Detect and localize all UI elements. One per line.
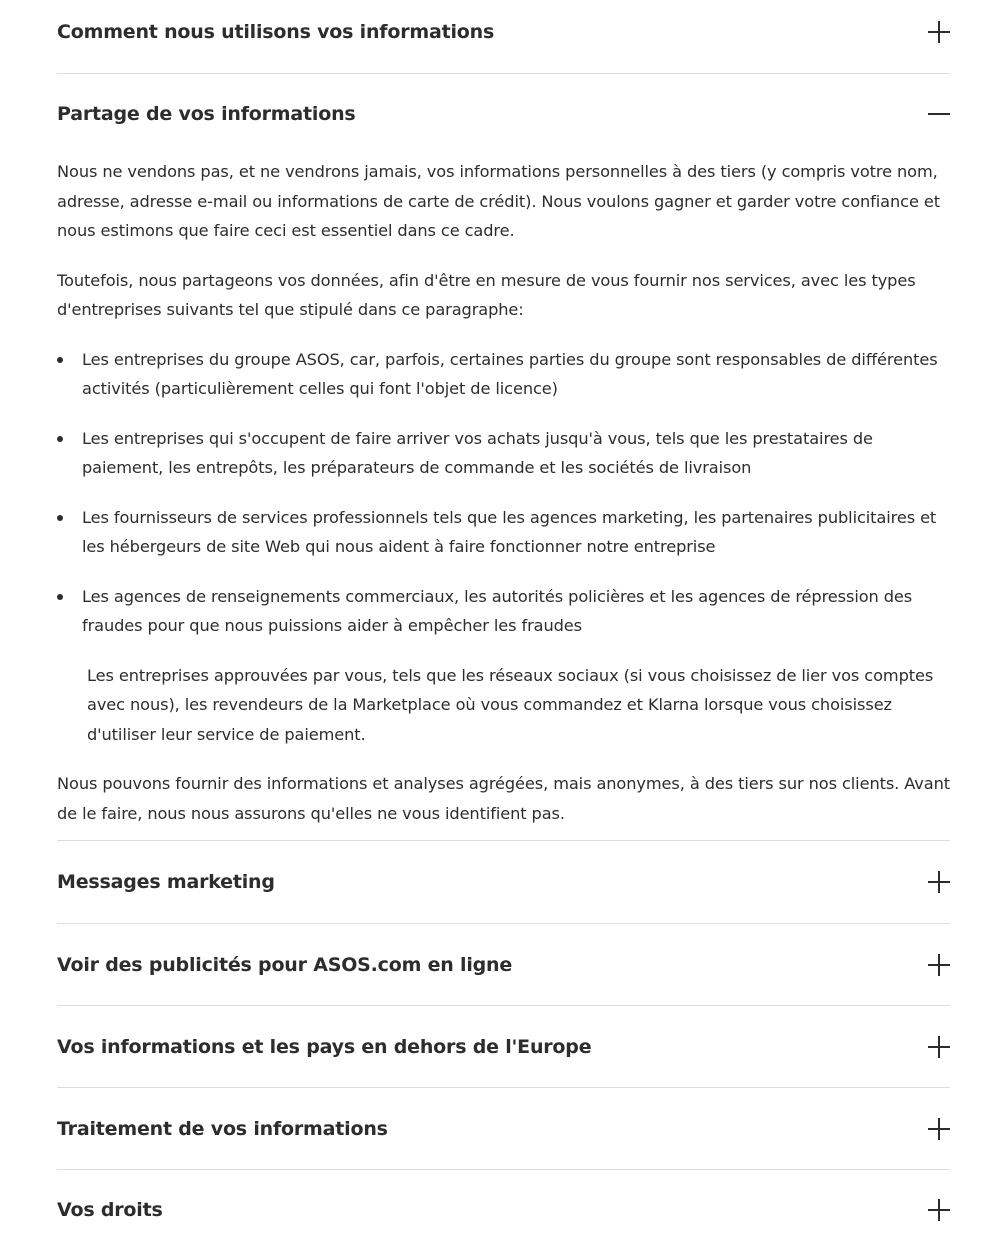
list-item bbox=[57, 503, 950, 562]
plus-icon[interactable] bbox=[928, 1118, 950, 1140]
accordion-title: Traitement de vos informations bbox=[57, 1117, 388, 1140]
list-item bbox=[57, 582, 950, 641]
accordion-header-sharing[interactable] bbox=[57, 74, 950, 154]
accordion-header-outside-europe[interactable] bbox=[57, 1006, 950, 1087]
recipients-list bbox=[57, 345, 950, 641]
accordion-header-ads[interactable] bbox=[57, 924, 950, 1005]
plus-icon[interactable] bbox=[928, 954, 950, 976]
accordion-body-sharing bbox=[57, 154, 950, 828]
accordion-header-rights[interactable] bbox=[57, 1170, 950, 1250]
accordion-header-marketing[interactable] bbox=[57, 841, 950, 923]
plus-icon[interactable] bbox=[928, 21, 950, 43]
accordion-title: Voir des publicités pour ASOS.com en ligne bbox=[57, 953, 513, 976]
plus-icon[interactable] bbox=[928, 871, 950, 893]
list-item bbox=[57, 424, 950, 483]
plus-icon[interactable] bbox=[928, 1036, 950, 1058]
bullet-icon bbox=[57, 515, 63, 521]
accordion-item-processing bbox=[57, 1088, 950, 1170]
list-item-text: Les entreprises du groupe ASOS, car, parfois, certaines parties du groupe sont responsables de différentes activités (particulièrement celles qui font l'objet de licence) bbox=[82, 349, 938, 398]
accordion-item-ads bbox=[57, 924, 950, 1006]
accordion-title: Vos informations et les pays en dehors de l'Europe bbox=[57, 1035, 592, 1058]
body-paragraph: Nous ne vendons pas, et ne vendrons jamais, vos informations personnelles à des tiers (y compris votre nom, adresse, adresse e-mail ou informations de carte de crédit). Nous voulons gagner et garder votre confiance et nous estimons que faire ceci est essentiel dans ce cadre. bbox=[57, 162, 940, 240]
list-item-text: Les fournisseurs de services professionnels tels que les agences marketing, les partenaires publicitaires et les hébergeurs de site Web qui nous aident à faire fonctionner notre entreprise bbox=[82, 507, 937, 556]
body-paragraph: Toutefois, nous partageons vos données, afin d'être en mesure de vous fournir nos services, avec les types d'entreprises suivants tel que stipulé dans ce paragraphe: bbox=[57, 270, 916, 319]
accordion-header-processing[interactable] bbox=[57, 1088, 950, 1169]
accordion-item-rights bbox=[57, 1170, 950, 1250]
accordion-title: Messages marketing bbox=[57, 871, 275, 893]
plus-icon[interactable] bbox=[928, 1199, 950, 1221]
accordion-item-outside-europe bbox=[57, 1006, 950, 1088]
accordion-header-usage[interactable] bbox=[57, 0, 950, 64]
bullet-icon bbox=[57, 357, 63, 363]
accordion-title: Comment nous utilisons vos informations bbox=[57, 21, 495, 43]
closing-paragraph: Nous pouvons fournir des informations et analyses agrégées, mais anonymes, à des tiers sur nos clients. Avant de le faire, nous nous assurons qu'elles ne vous identifient pas. bbox=[57, 774, 950, 823]
minus-icon[interactable] bbox=[928, 103, 950, 125]
accordion-title: Partage de vos informations bbox=[57, 103, 356, 125]
accordion-item-usage bbox=[57, 0, 950, 74]
accordion-title: Vos droits bbox=[57, 1199, 163, 1221]
list-item-text: Les entreprises qui s'occupent de faire arriver vos achats jusqu'à vous, tels que les prestataires de paiement, les entrepôts, les préparateurs de commande et les sociétés de livraison bbox=[82, 428, 873, 477]
bullet-icon bbox=[57, 436, 63, 442]
indented-paragraph: Les entreprises approuvées par vous, tels que les réseaux sociaux (si vous choisissez de lier vos comptes avec nous), les revendeurs de la Marketplace où vous commandez et Klarna lorsque vous choisissez d'utiliser leur service de paiement. bbox=[87, 665, 934, 744]
list-item-text: Les agences de renseignements commerciaux, les autorités policières et les agences de répression des fraudes pour que nous puissions aider à empêcher les fraudes bbox=[82, 586, 913, 635]
privacy-accordion bbox=[57, 0, 950, 1250]
list-item bbox=[57, 345, 950, 404]
accordion-item-sharing bbox=[57, 74, 950, 841]
accordion-item-marketing bbox=[57, 841, 950, 924]
bullet-icon bbox=[57, 594, 63, 600]
